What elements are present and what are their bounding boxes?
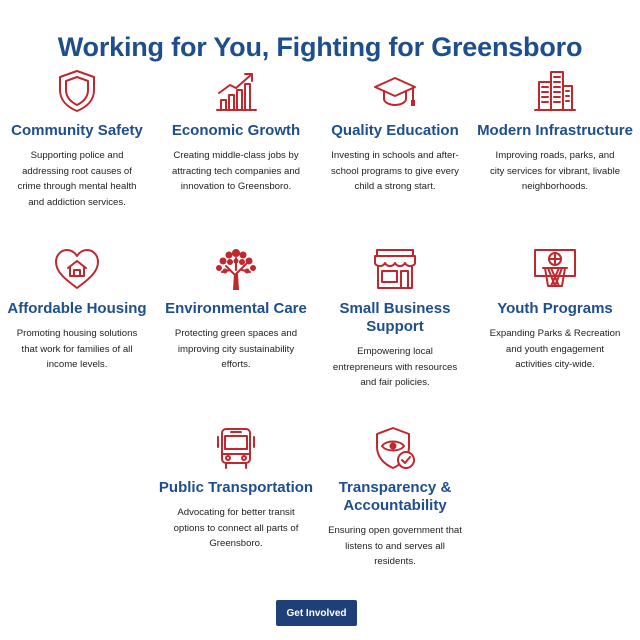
priority-title: Affordable Housing bbox=[7, 300, 147, 317]
priority-title: Youth Programs bbox=[497, 300, 613, 317]
graduation-cap-icon bbox=[369, 66, 421, 116]
priority-description: Ensuring open government that listens to and serves all residents. bbox=[328, 525, 462, 567]
priority-card-economic-growth bbox=[156, 66, 316, 195]
priority-title: Modern Infrastructure bbox=[477, 122, 633, 139]
storefront-icon bbox=[369, 244, 421, 294]
priority-card-small-business-support bbox=[315, 244, 475, 391]
priority-description: Empowering local entrepreneurs with resources and fair policies. bbox=[332, 346, 458, 388]
priority-card-public-transportation bbox=[156, 423, 316, 552]
basketball-hoop-icon bbox=[529, 244, 581, 294]
page-title: Working for You, Fighting for Greensboro bbox=[57, 32, 583, 63]
priority-title: Public Transportation bbox=[158, 479, 314, 496]
priority-card-transparency-accountability bbox=[315, 423, 475, 570]
buildings-icon bbox=[529, 66, 581, 116]
priority-title: Small Business Support bbox=[339, 300, 451, 335]
priority-title: Economic Growth bbox=[171, 122, 301, 139]
priority-description: Protecting green spaces and improving city sustainability efforts. bbox=[174, 328, 298, 370]
priority-card-affordable-housing bbox=[0, 244, 157, 373]
priority-description: Expanding Parks & Recreation and youth engagement activities city-wide. bbox=[489, 328, 621, 370]
heart-house-icon bbox=[51, 244, 103, 294]
priority-description: Promoting housing solutions that work for families of all income levels. bbox=[16, 328, 138, 370]
priority-description: Supporting police and addressing root causes of crime through mental health and addiction services. bbox=[17, 150, 137, 208]
priority-card-quality-education bbox=[315, 66, 475, 195]
priority-title: Transparency & Accountability bbox=[338, 479, 452, 514]
bus-icon bbox=[210, 423, 262, 473]
priority-card-environmental-care bbox=[156, 244, 316, 373]
get-involved-button[interactable]: Get Involved bbox=[276, 600, 357, 626]
tree-icon bbox=[210, 244, 262, 294]
shield-icon bbox=[51, 66, 103, 116]
priority-title: Environmental Care bbox=[165, 300, 307, 317]
priority-description: Creating middle-class jobs by attracting tech companies and innovation to Greensboro. bbox=[172, 150, 300, 192]
priority-card-modern-infrastructure bbox=[475, 66, 635, 195]
priority-card-youth-programs bbox=[475, 244, 635, 373]
priority-card-community-safety bbox=[0, 66, 157, 210]
priority-description: Improving roads, parks, and city services for vibrant, livable neighborhoods. bbox=[489, 150, 621, 192]
priority-title: Quality Education bbox=[331, 122, 459, 139]
priority-title: Community Safety bbox=[11, 122, 143, 139]
priority-description: Advocating for better transit options to connect all parts of Greensboro. bbox=[173, 507, 299, 549]
eye-shield-icon bbox=[369, 423, 421, 473]
growth-chart-icon bbox=[210, 66, 262, 116]
priority-description: Investing in schools and after-school programs to give every child a strong start. bbox=[331, 150, 459, 192]
